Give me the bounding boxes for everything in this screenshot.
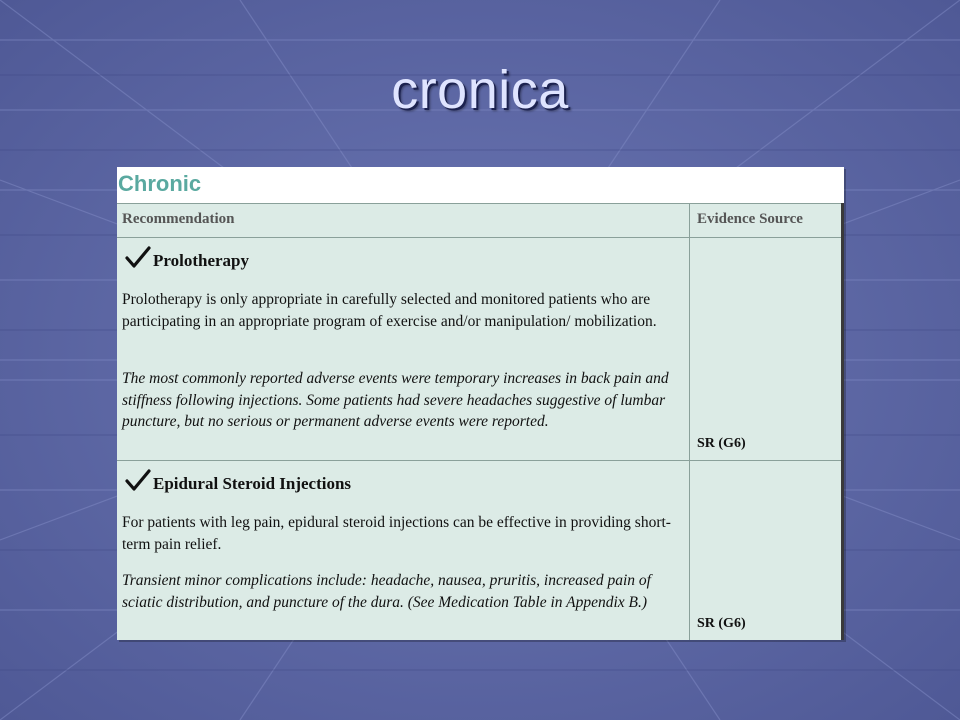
item-title: Epidural Steroid Injections [153, 474, 352, 493]
evidence-source: SR (G6) [697, 616, 746, 631]
column-header-evidence: Evidence Source [697, 211, 803, 227]
adverse-events-note: The most commonly reported adverse events were temporary increases in back pain and stiffness following injections. Some patients had severe headaches suggestive of lumbar puncture, but no serious or permanent adverse events were reported. [122, 370, 669, 430]
table-row [117, 238, 841, 460]
item-title: Prolotherapy [153, 251, 250, 270]
recommendation-text: For patients with leg pain, epidural steroid injections can be effective in providing short-term pain relief. [122, 514, 671, 553]
slide-title: cronica [391, 60, 569, 120]
table-row [117, 461, 841, 640]
panel-heading: Chronic [118, 171, 202, 196]
column-header-recommendation: Recommendation [122, 211, 235, 227]
checkmark-icon [125, 246, 151, 268]
checkmark-icon [125, 469, 151, 491]
table-top-border [117, 203, 841, 204]
recommendation-text: Prolotherapy is only appropriate in carefully selected and monitored patients who are participating in an appropriate program of exercise and/or manipulation/ mobilization. [122, 291, 657, 330]
recommendation-table [117, 203, 844, 640]
chronic-panel [117, 167, 844, 640]
complications-note: Transient minor complications include: headache, nausea, pruritis, increased pain of sciatic distribution, and puncture of the dura. (See Medication Table in Appendix B.) [122, 572, 651, 611]
evidence-source: SR (G6) [697, 436, 746, 451]
